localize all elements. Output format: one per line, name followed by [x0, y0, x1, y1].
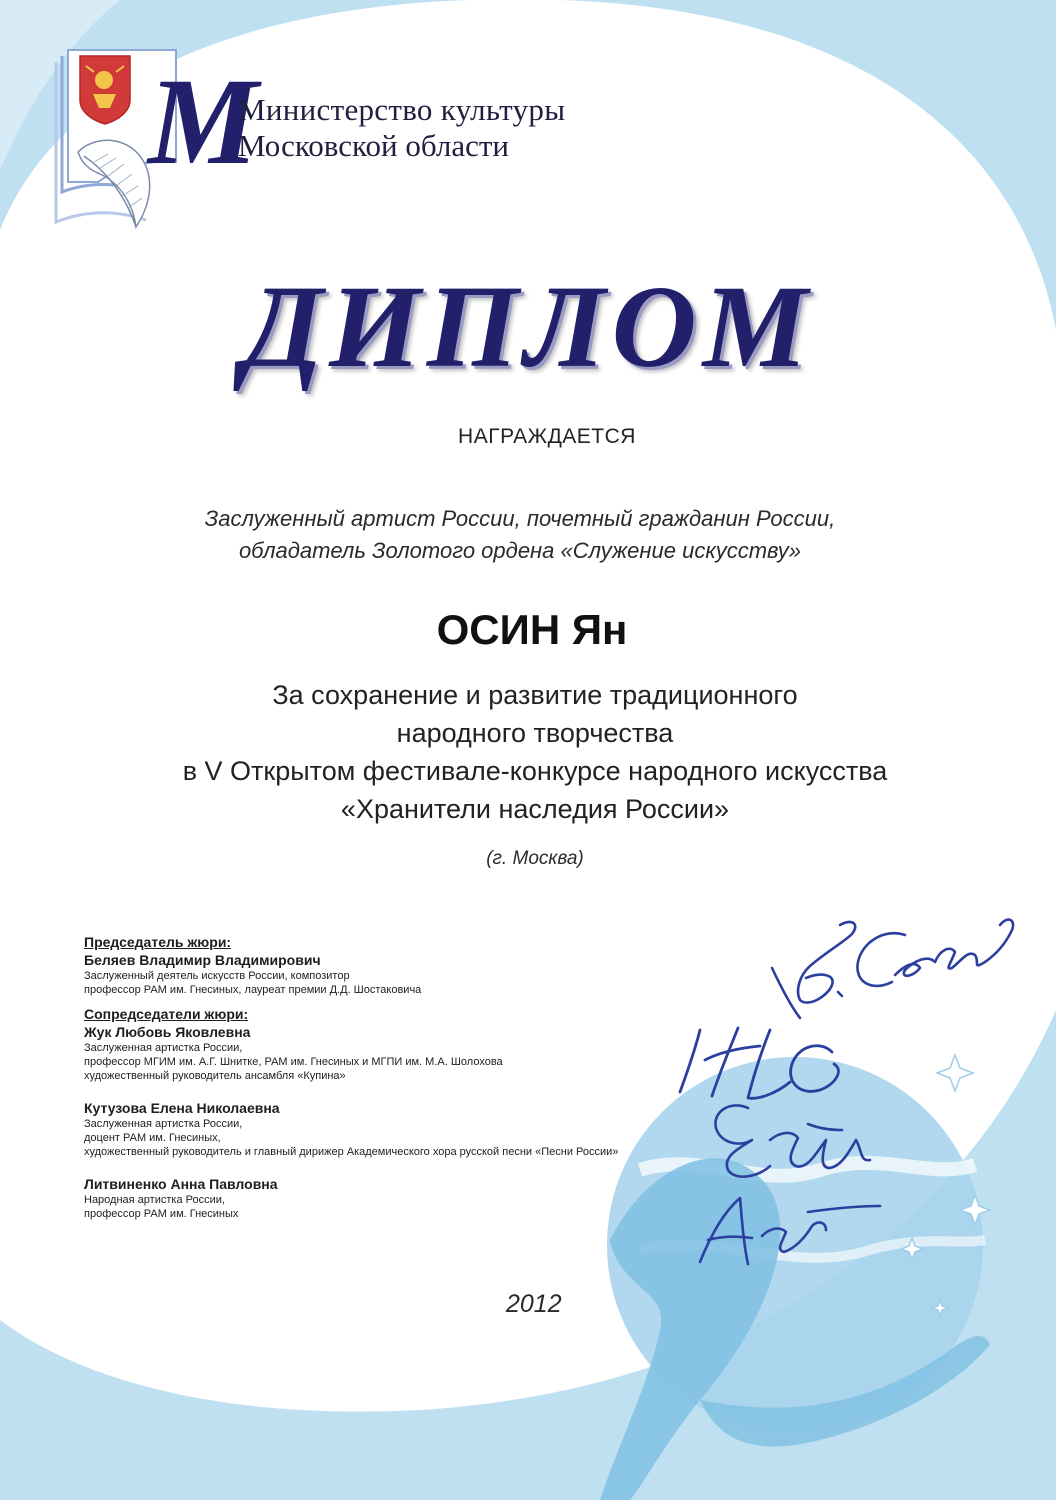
jury-cochair-detail: доцент РАМ им. Гнесиных, [84, 1132, 221, 1144]
jury-chair-detail: Заслуженный деятель искусств России, композитор [84, 970, 350, 982]
reason-line-1: За сохранение и развитие традиционного [272, 680, 798, 710]
diploma-title: ДИПЛОМ [242, 261, 814, 392]
jury-cochair-detail: художественный руководитель и главный дирижер Академического хора русской песни «Песни России» [84, 1146, 619, 1158]
jury-cochair-name: Жук Любовь Яковлевна [84, 1024, 251, 1040]
jury-cochair-detail: художественный руководитель ансамбля «Купина» [84, 1070, 346, 1082]
reason-line-4: «Хранители наследия России» [340, 794, 730, 824]
jury-chair-heading: Председатель жюри: [84, 934, 232, 950]
logo-letter-m: М [148, 53, 259, 190]
city-label: (г. Москва) [486, 848, 584, 869]
ministry-line-1: Министерство культуры [238, 92, 566, 127]
reason-line-3: в V Открытом фестивале-конкурсе народного искусства [182, 756, 888, 786]
jury-cochair-detail: профессор МГИМ им. А.Г. Шнитке, РАМ им. Гнесиных и МГПИ им. М.А. Шолохова [84, 1056, 503, 1068]
honorific-line-1: Заслуженный артист России, почетный гражданин России, [204, 506, 836, 531]
signature-litvinenko [700, 1198, 880, 1264]
jury-cochair-name: Литвиненко Анна Павловна [84, 1176, 278, 1192]
signature-zhuk [680, 1028, 838, 1098]
signature-beliaev [772, 920, 1013, 1018]
jury-cochair-detail: Народная артистка России, [84, 1194, 225, 1206]
jury-cochair-detail: профессор РАМ им. Гнесиных [84, 1208, 239, 1220]
jury-chair-name: Беляев Владимир Владимирович [84, 952, 321, 968]
reason-line-2: народного творчества [396, 718, 674, 748]
signature-kutuzova [715, 1105, 870, 1176]
jury-cochair-detail: Заслуженная артистка России, [84, 1118, 243, 1130]
jury-cochair-name: Кутузова Елена Николаевна [84, 1100, 280, 1116]
awarded-label: НАГРАЖДАЕТСЯ [458, 425, 636, 448]
recipient-name: ОСИН Ян [436, 606, 628, 653]
ministry-line-2: Московской области [238, 128, 509, 163]
honorific-line-2: обладатель Золотого ордена «Служение искусству» [238, 538, 802, 563]
jury-cochair-detail: Заслуженная артистка России, [84, 1042, 243, 1054]
jury-chair-detail: профессор РАМ им. Гнесиных, лауреат премии Д.Д. Шостаковича [84, 984, 422, 996]
year-label: 2012 [506, 1290, 562, 1318]
jury-cochairs-heading: Сопредседатели жюри: [84, 1006, 249, 1022]
